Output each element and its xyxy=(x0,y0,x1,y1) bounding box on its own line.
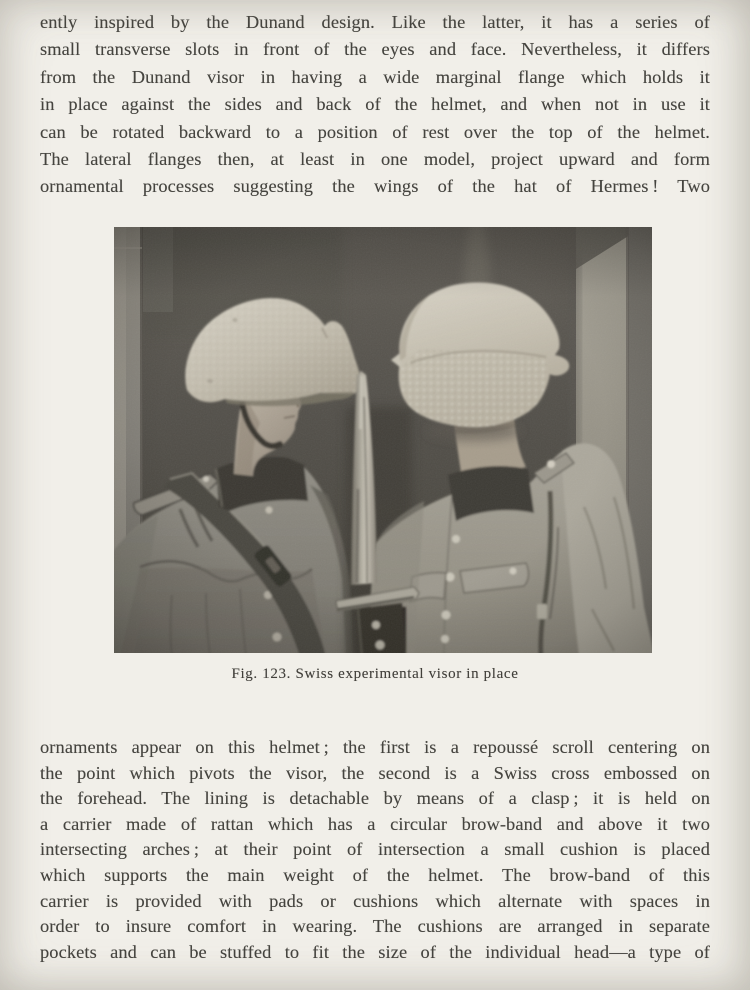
text-line: carrier is provided with pads or cushions which alternate with spaces in xyxy=(40,890,710,911)
text-line: the point which pivots the visor, the second is a Swiss cross embossed on xyxy=(40,762,710,783)
text-line: from the Dunand visor in having a wide marginal flange which holds it xyxy=(40,66,710,87)
text-line: which supports the main weight of the helmet. The brow-band of this xyxy=(40,864,710,885)
photo-illustration xyxy=(114,227,652,653)
text-line: ornaments appear on this helmet ; the first is a repoussé scroll centering on xyxy=(40,737,710,757)
paragraph-top xyxy=(40,9,710,201)
text-line: pockets and can be stuffed to fit the size of the individual head—a type of xyxy=(40,941,710,962)
text-line: the forehead. The lining is detachable by means of a clasp ; it is held on xyxy=(40,788,710,809)
figure-caption: Fig. 123. Swiss experimental visor in place xyxy=(231,666,519,682)
text-line: in place against the sides and back of the helmet, and when not in use it xyxy=(40,94,710,115)
photo-vignette xyxy=(114,227,652,653)
text-line: intersecting arches ; at their point of intersection a small cushion is placed xyxy=(40,839,710,860)
text-line: a carrier made of rattan which has a circular brow-band and above it two xyxy=(40,813,710,834)
figure-photo xyxy=(114,227,652,653)
text-line: The lateral flanges then, at least in one model, project upward and form xyxy=(40,148,710,169)
text-line: ently inspired by the Dunand design. Like the latter, it has a series of xyxy=(40,12,710,32)
text-line: ornamental processes suggesting the wings of the hat of Hermes ! Two xyxy=(40,176,710,197)
paragraph-bottom xyxy=(40,735,710,965)
text-line: small transverse slots in front of the eyes and face. Nevertheless, it differs xyxy=(40,39,710,60)
text-line: order to insure comfort in wearing. The cushions are arranged in separate xyxy=(40,916,710,937)
text-line: can be rotated backward to a position of rest over the top of the helmet. xyxy=(40,121,710,142)
